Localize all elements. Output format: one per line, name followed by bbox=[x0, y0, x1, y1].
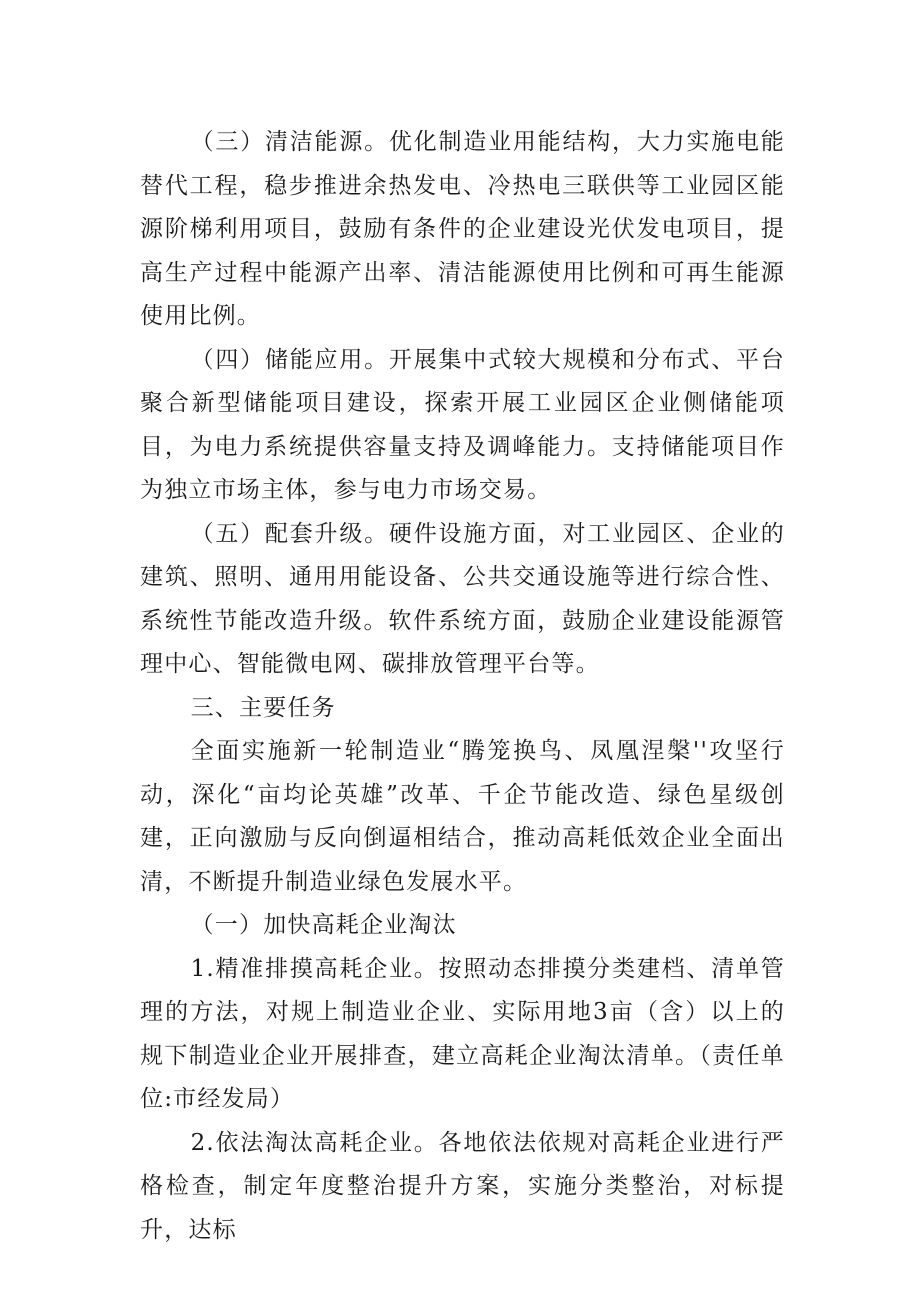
paragraph-main-tasks-intro: 全面实施新一轮制造业“腾笼换鸟、凤凰涅槃''攻坚行动，深化“亩均论英雄”改革、千企节能改造、绿色星级创建，正向激励与反向倒逼相结合，推动高耗低效企业全面出清，不断提升制造业绿色发展水平。 bbox=[140, 738, 785, 895]
paragraph-item-2: 2.依法淘汰高耗企业。各地依法依规对高耗企业进行严格检查，制定年度整治提升方案，实施分类整治，对标提升，达标 bbox=[140, 1129, 785, 1243]
paragraph-supporting-upgrade: （五）配套升级。硬件设施方面，对工业园区、企业的建筑、照明、通用用能设备、公共交通设施等进行综合性、系统性节能改造升级。软件系统方面，鼓励企业建设能源管理中心、智能微电网、碳排放管理平台等。 bbox=[140, 520, 785, 677]
paragraph-energy-storage: （四）储能应用。开展集中式较大规模和分布式、平台聚合新型储能项目建设，探索开展工业园区企业侧储能项目，为电力系统提供容量支持及调峰能力。支持储能项目作为独立市场主体，参与电力市场交易。 bbox=[140, 346, 785, 503]
subsection-heading-eliminate-high-consumption: （一）加快高耗企业淘汰 bbox=[190, 912, 457, 938]
section-heading-main-tasks: 三、主要任务 bbox=[190, 694, 336, 721]
paragraph-clean-energy: （三）清洁能源。优化制造业用能结构，大力实施电能替代工程，稳步推进余热发电、冷热电三联供等工业园区能源阶梯利用项目，鼓励有条件的企业建设光伏发电项目，提高生产过程中能源产出率、清洁能源使用比例和可再生能源使用比例。 bbox=[140, 129, 785, 329]
paragraph-item-1: 1.精准排摸高耗企业。按照动态排摸分类建档、清单管理的方法，对规上制造业企业、实际用地3亩（含）以上的规下制造业企业开展排查，建立高耗企业淘汰清单。（责任单位:市经发局） bbox=[140, 955, 785, 1112]
document-body bbox=[140, 121, 785, 1252]
